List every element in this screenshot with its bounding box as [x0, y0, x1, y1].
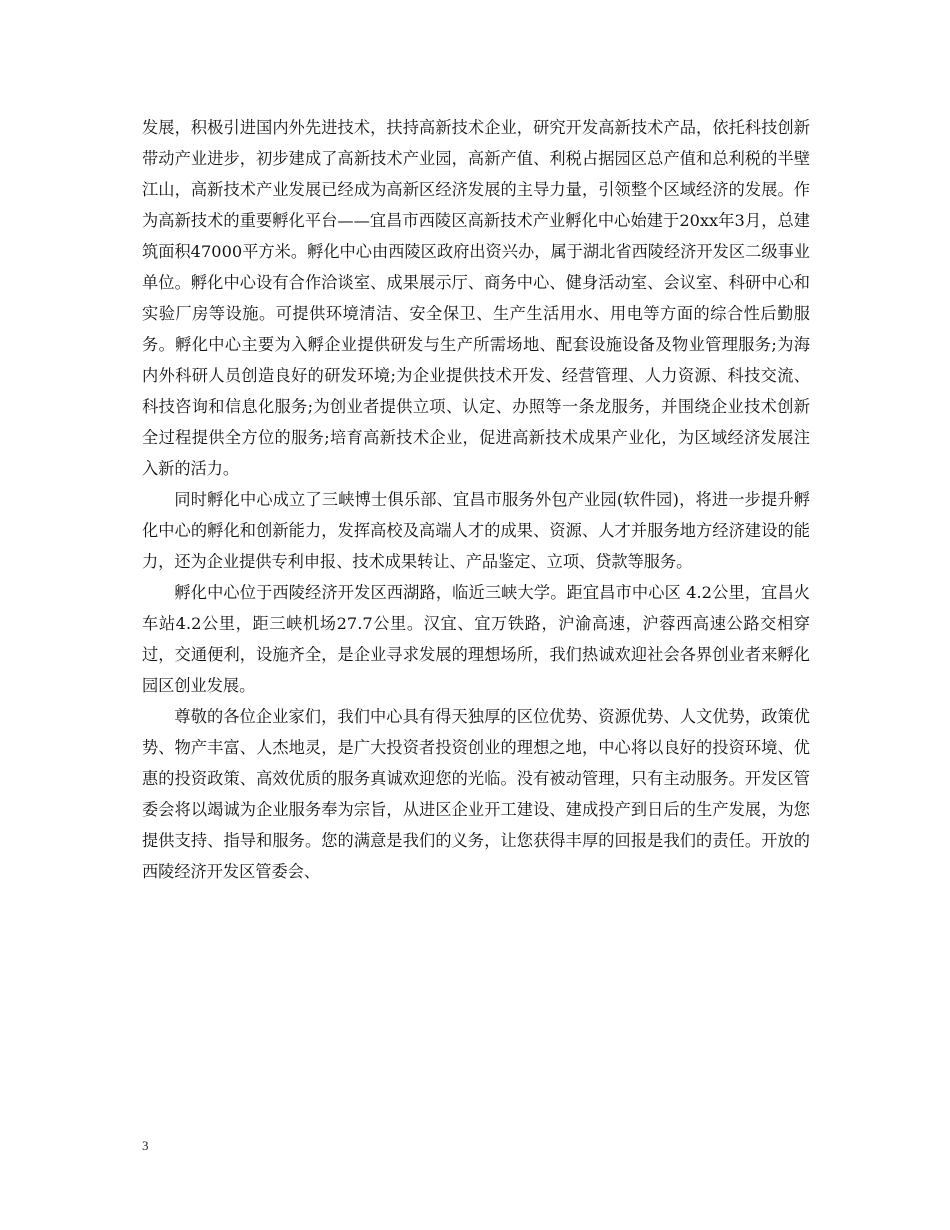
paragraph-2: 同时孵化中心成立了三峡博士俱乐部、宜昌市服务外包产业园(软件园)，将进一步提升孵化中心的孵化和创新能力，发挥高校及高端人才的成果、资源、人才并服务地方经济建设的能力，还为企业提供专利申报、技术成果转让、产品鉴定、立项、贷款等服务。: [142, 490, 810, 571]
document-body: [142, 112, 810, 887]
page-number: 3: [142, 1138, 149, 1153]
paragraph-1: 发展，积极引进国内外先进技术，扶持高新技术企业，研究开发高新技术产品，依托科技创新带动产业进步，初步建成了高新技术产业园，高新产值、利税占据园区总产值和总利税的半壁江山，高新技术产业发展已经成为高新区经济发展的主导力量，引领整个区域经济的发展。作为高新技术的重要孵化平台——宜昌市西陵区高新技术产业孵化中心始建于20xx年3月，总建筑面积47000平方米。孵化中心由西陵区政府出资兴办，属于湖北省西陵经济开发区二级事业单位。孵化中心设有合作洽谈室、成果展示厅、商务中心、健身活动室、会议室、科研中心和实验厂房等设施。可提供环境清洁、安全保卫、生产生活用水、用电等方面的综合性后勤服务。孵化中心主要为入孵企业提供研发与生产所需场地、配套设施设备及物业管理服务;为海内外科研人员创造良好的研发环境;为企业提供技术开发、经营管理、人力资源、科技交流、科技咨询和信息化服务;为创业者提供立项、认定、办照等一条龙服务，并围绕企业技术创新全过程提供全方位的服务;培育高新技术企业，促进高新技术成果产业化，为区域经济发展注入新的活力。: [142, 118, 810, 478]
paragraph-4: 尊敬的各位企业家们，我们中心具有得天独厚的区位优势、资源优势、人文优势，政策优势、物产丰富、人杰地灵，是广大投资者投资创业的理想之地，中心将以良好的投资环境、优惠的投资政策、高效优质的服务真诚欢迎您的光临。没有被动管理，只有主动服务。开发区管委会将以竭诚为企业服务奉为宗旨，从进区企业开工建设、建成投产到日后的生产发展，为您提供支持、指导和服务。您的满意是我们的义务，让您获得丰厚的回报是我们的责任。开放的西陵经济开发区管委会、: [142, 707, 810, 881]
paragraph-3: 孵化中心位于西陵经济开发区西湖路，临近三峡大学。距宜昌市中心区 4.2公里，宜昌火车站4.2公里，距三峡机场27.7公里。汉宜、宜万铁路，沪渝高速，沪蓉西高速公路交相穿过，交通便利，设施齐全，是企业寻求发展的理想场所，我们热诚欢迎社会各界创业者来孵化园区创业发展。: [142, 583, 810, 695]
